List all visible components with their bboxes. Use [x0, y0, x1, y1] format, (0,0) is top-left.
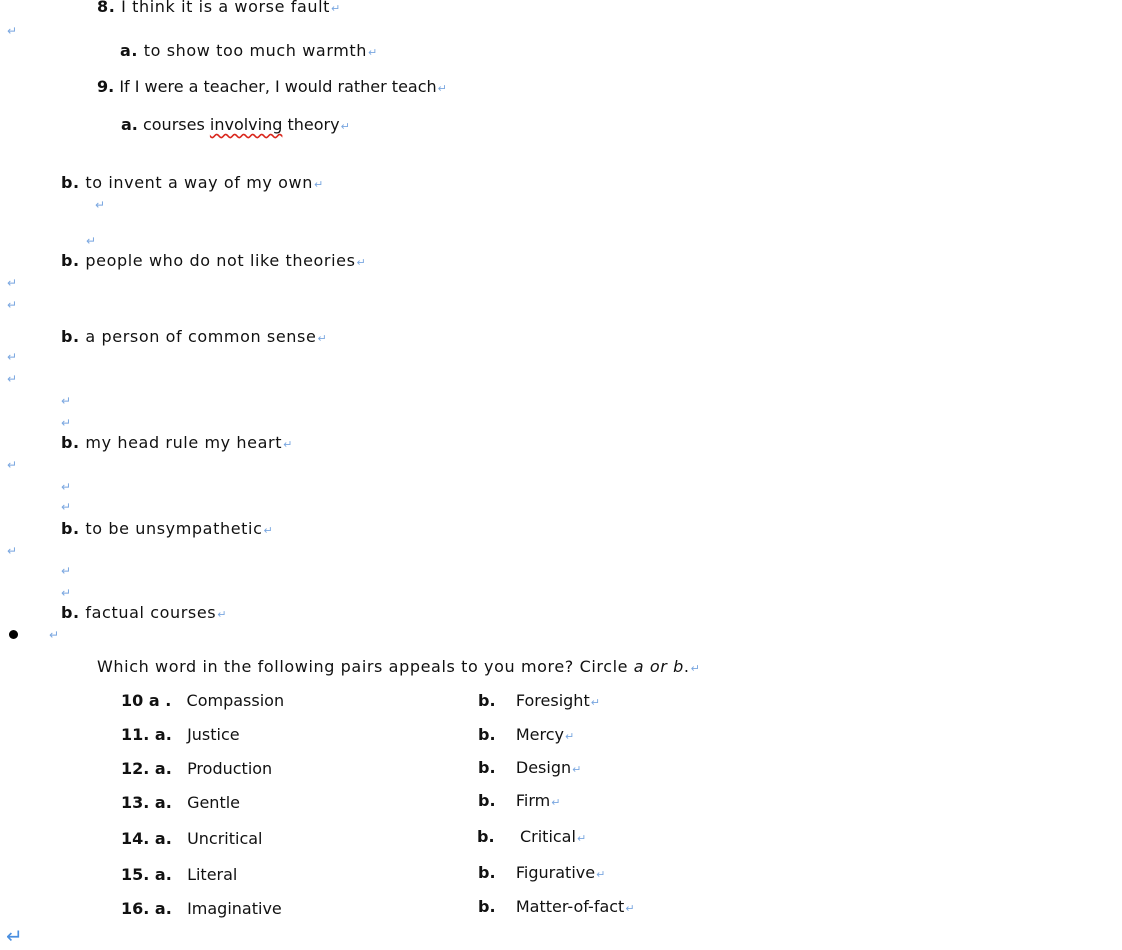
question-8 — [97, 0, 341, 19]
pair-b-word: Figurative — [515, 863, 596, 882]
pair-b-word: Firm — [515, 791, 551, 810]
pair-a-word: Uncritical — [187, 829, 263, 848]
option-b — [61, 519, 273, 541]
paragraph-mark-icon: ↵ — [317, 332, 328, 345]
paragraph-mark-icon: ↵ — [551, 796, 561, 809]
paragraph-mark-icon: ↵ — [217, 608, 228, 621]
paragraph-mark-icon: ↵ — [61, 586, 72, 600]
paragraph-mark-icon: ↵ — [313, 178, 324, 191]
option-b — [61, 173, 324, 195]
option-letter: b. — [61, 433, 80, 452]
paragraph-mark-icon: ↵ — [331, 2, 341, 15]
option-letter: b. — [61, 327, 80, 346]
instruction-text — [97, 657, 700, 679]
pair-b-14 — [477, 827, 586, 849]
pair-number: 13. a. — [121, 793, 172, 812]
paragraph-mark-icon: ↵ — [7, 544, 18, 558]
option-text-end: theory — [287, 115, 340, 134]
paragraph-mark-icon: ↵ — [61, 394, 72, 408]
pair-a-word: Production — [187, 759, 273, 778]
option-a — [121, 115, 350, 137]
option-text: to show too much warmth — [143, 41, 368, 60]
pair-b-16 — [478, 897, 635, 919]
question-9 — [97, 77, 447, 99]
pair-a-word: Justice — [187, 725, 240, 744]
pair-b-word: Matter-of-fact — [515, 897, 625, 916]
pair-b-15 — [478, 863, 605, 885]
option-text: to be unsympathetic — [85, 519, 263, 538]
option-b — [61, 251, 366, 273]
question-number: 8. — [97, 0, 116, 16]
option-text-start: courses — [142, 115, 205, 134]
paragraph-mark-icon: ↵ — [7, 24, 18, 38]
paragraph-mark-icon: ↵ — [690, 662, 701, 675]
pair-b-10 — [478, 691, 600, 713]
pair-row-10 — [121, 691, 284, 711]
option-text: a person of common sense — [85, 327, 317, 346]
paragraph-mark-icon: ↵ — [368, 46, 378, 59]
paragraph-mark-icon: ↵ — [86, 234, 97, 248]
paragraph-mark-icon: ↵ — [6, 924, 23, 948]
pair-number: 10 a . — [121, 691, 172, 710]
option-text: people who do not like theories — [85, 251, 356, 270]
spellcheck-word[interactable]: involving — [209, 115, 283, 134]
paragraph-mark-icon: ↵ — [356, 256, 367, 269]
paragraph-mark-icon: ↵ — [565, 730, 575, 743]
paragraph-mark-icon: ↵ — [625, 902, 635, 915]
pair-b-12 — [478, 758, 581, 780]
paragraph-mark-icon: ↵ — [590, 696, 600, 709]
instruction-main: Which word in the following pairs appeals to you more? Circle — [97, 657, 629, 676]
paragraph-mark-icon: ↵ — [61, 416, 72, 430]
option-letter: b. — [61, 519, 80, 538]
paragraph-mark-icon: ↵ — [7, 298, 18, 312]
question-text: I think it is a worse fault — [121, 0, 331, 16]
instruction-italic: a or b — [633, 657, 684, 676]
pair-row-15 — [121, 865, 237, 885]
pair-b-letter: b. — [478, 758, 496, 777]
option-letter: b. — [61, 251, 80, 270]
paragraph-mark-icon: ↵ — [49, 628, 60, 642]
pair-b-letter: b. — [478, 791, 496, 810]
option-text: my head rule my heart — [85, 433, 283, 452]
pair-a-word: Compassion — [186, 691, 285, 710]
option-b — [61, 603, 227, 625]
paragraph-mark-icon: ↵ — [7, 372, 18, 386]
pair-a-word: Gentle — [187, 793, 241, 812]
paragraph-mark-icon: ↵ — [7, 276, 18, 290]
paragraph-mark-icon: ↵ — [61, 564, 72, 578]
instruction-end: . — [683, 657, 690, 676]
pair-b-word: Mercy — [515, 725, 565, 744]
option-b — [61, 433, 293, 455]
paragraph-mark-icon: ↵ — [596, 868, 606, 881]
pair-b-letter: b. — [478, 725, 496, 744]
paragraph-mark-icon: ↵ — [437, 82, 447, 95]
paragraph-mark-icon: ↵ — [340, 120, 350, 133]
pair-number: 14. a. — [121, 829, 172, 848]
pair-b-letter: b. — [478, 863, 496, 882]
option-letter: b. — [61, 173, 80, 192]
pair-number: 11. a. — [121, 725, 172, 744]
question-text: If I were a teacher, I would rather teach — [119, 77, 437, 96]
pair-a-word: Literal — [187, 865, 238, 884]
pair-row-13 — [121, 793, 240, 813]
paragraph-mark-icon: ↵ — [263, 524, 274, 537]
bullet-icon — [9, 630, 18, 639]
option-letter: a. — [121, 115, 138, 134]
pair-b-word: Critical — [519, 827, 576, 846]
pair-a-word: Imaginative — [187, 899, 282, 918]
paragraph-mark-icon: ↵ — [572, 763, 582, 776]
paragraph-mark-icon: ↵ — [95, 198, 106, 212]
pair-row-11 — [121, 725, 240, 745]
paragraph-mark-icon: ↵ — [283, 438, 293, 451]
pair-number: 16. a. — [121, 899, 172, 918]
pair-b-13 — [478, 791, 560, 813]
pair-row-12 — [121, 759, 272, 779]
option-letter: b. — [61, 603, 80, 622]
question-number: 9. — [97, 77, 115, 96]
paragraph-mark-icon: ↵ — [7, 350, 18, 364]
option-text: to invent a way of my own — [85, 173, 313, 192]
pair-b-11 — [478, 725, 574, 747]
paragraph-mark-icon: ↵ — [576, 832, 587, 845]
pair-row-16 — [121, 899, 282, 919]
option-letter: a. — [120, 41, 139, 60]
paragraph-mark-icon: ↵ — [61, 500, 72, 514]
option-a — [120, 41, 378, 63]
paragraph-mark-icon: ↵ — [7, 458, 18, 472]
pair-b-letter: b. — [478, 897, 496, 916]
pair-row-14 — [121, 829, 263, 849]
pair-number: 15. a. — [121, 865, 172, 884]
pair-number: 12. a. — [121, 759, 172, 778]
pair-b-letter: b. — [478, 691, 496, 710]
option-b — [61, 327, 327, 349]
pair-b-word: Foresight — [515, 691, 590, 710]
pair-b-letter: b. — [477, 827, 495, 846]
option-text: factual courses — [85, 603, 217, 622]
pair-b-word: Design — [515, 758, 572, 777]
paragraph-mark-icon: ↵ — [61, 480, 72, 494]
